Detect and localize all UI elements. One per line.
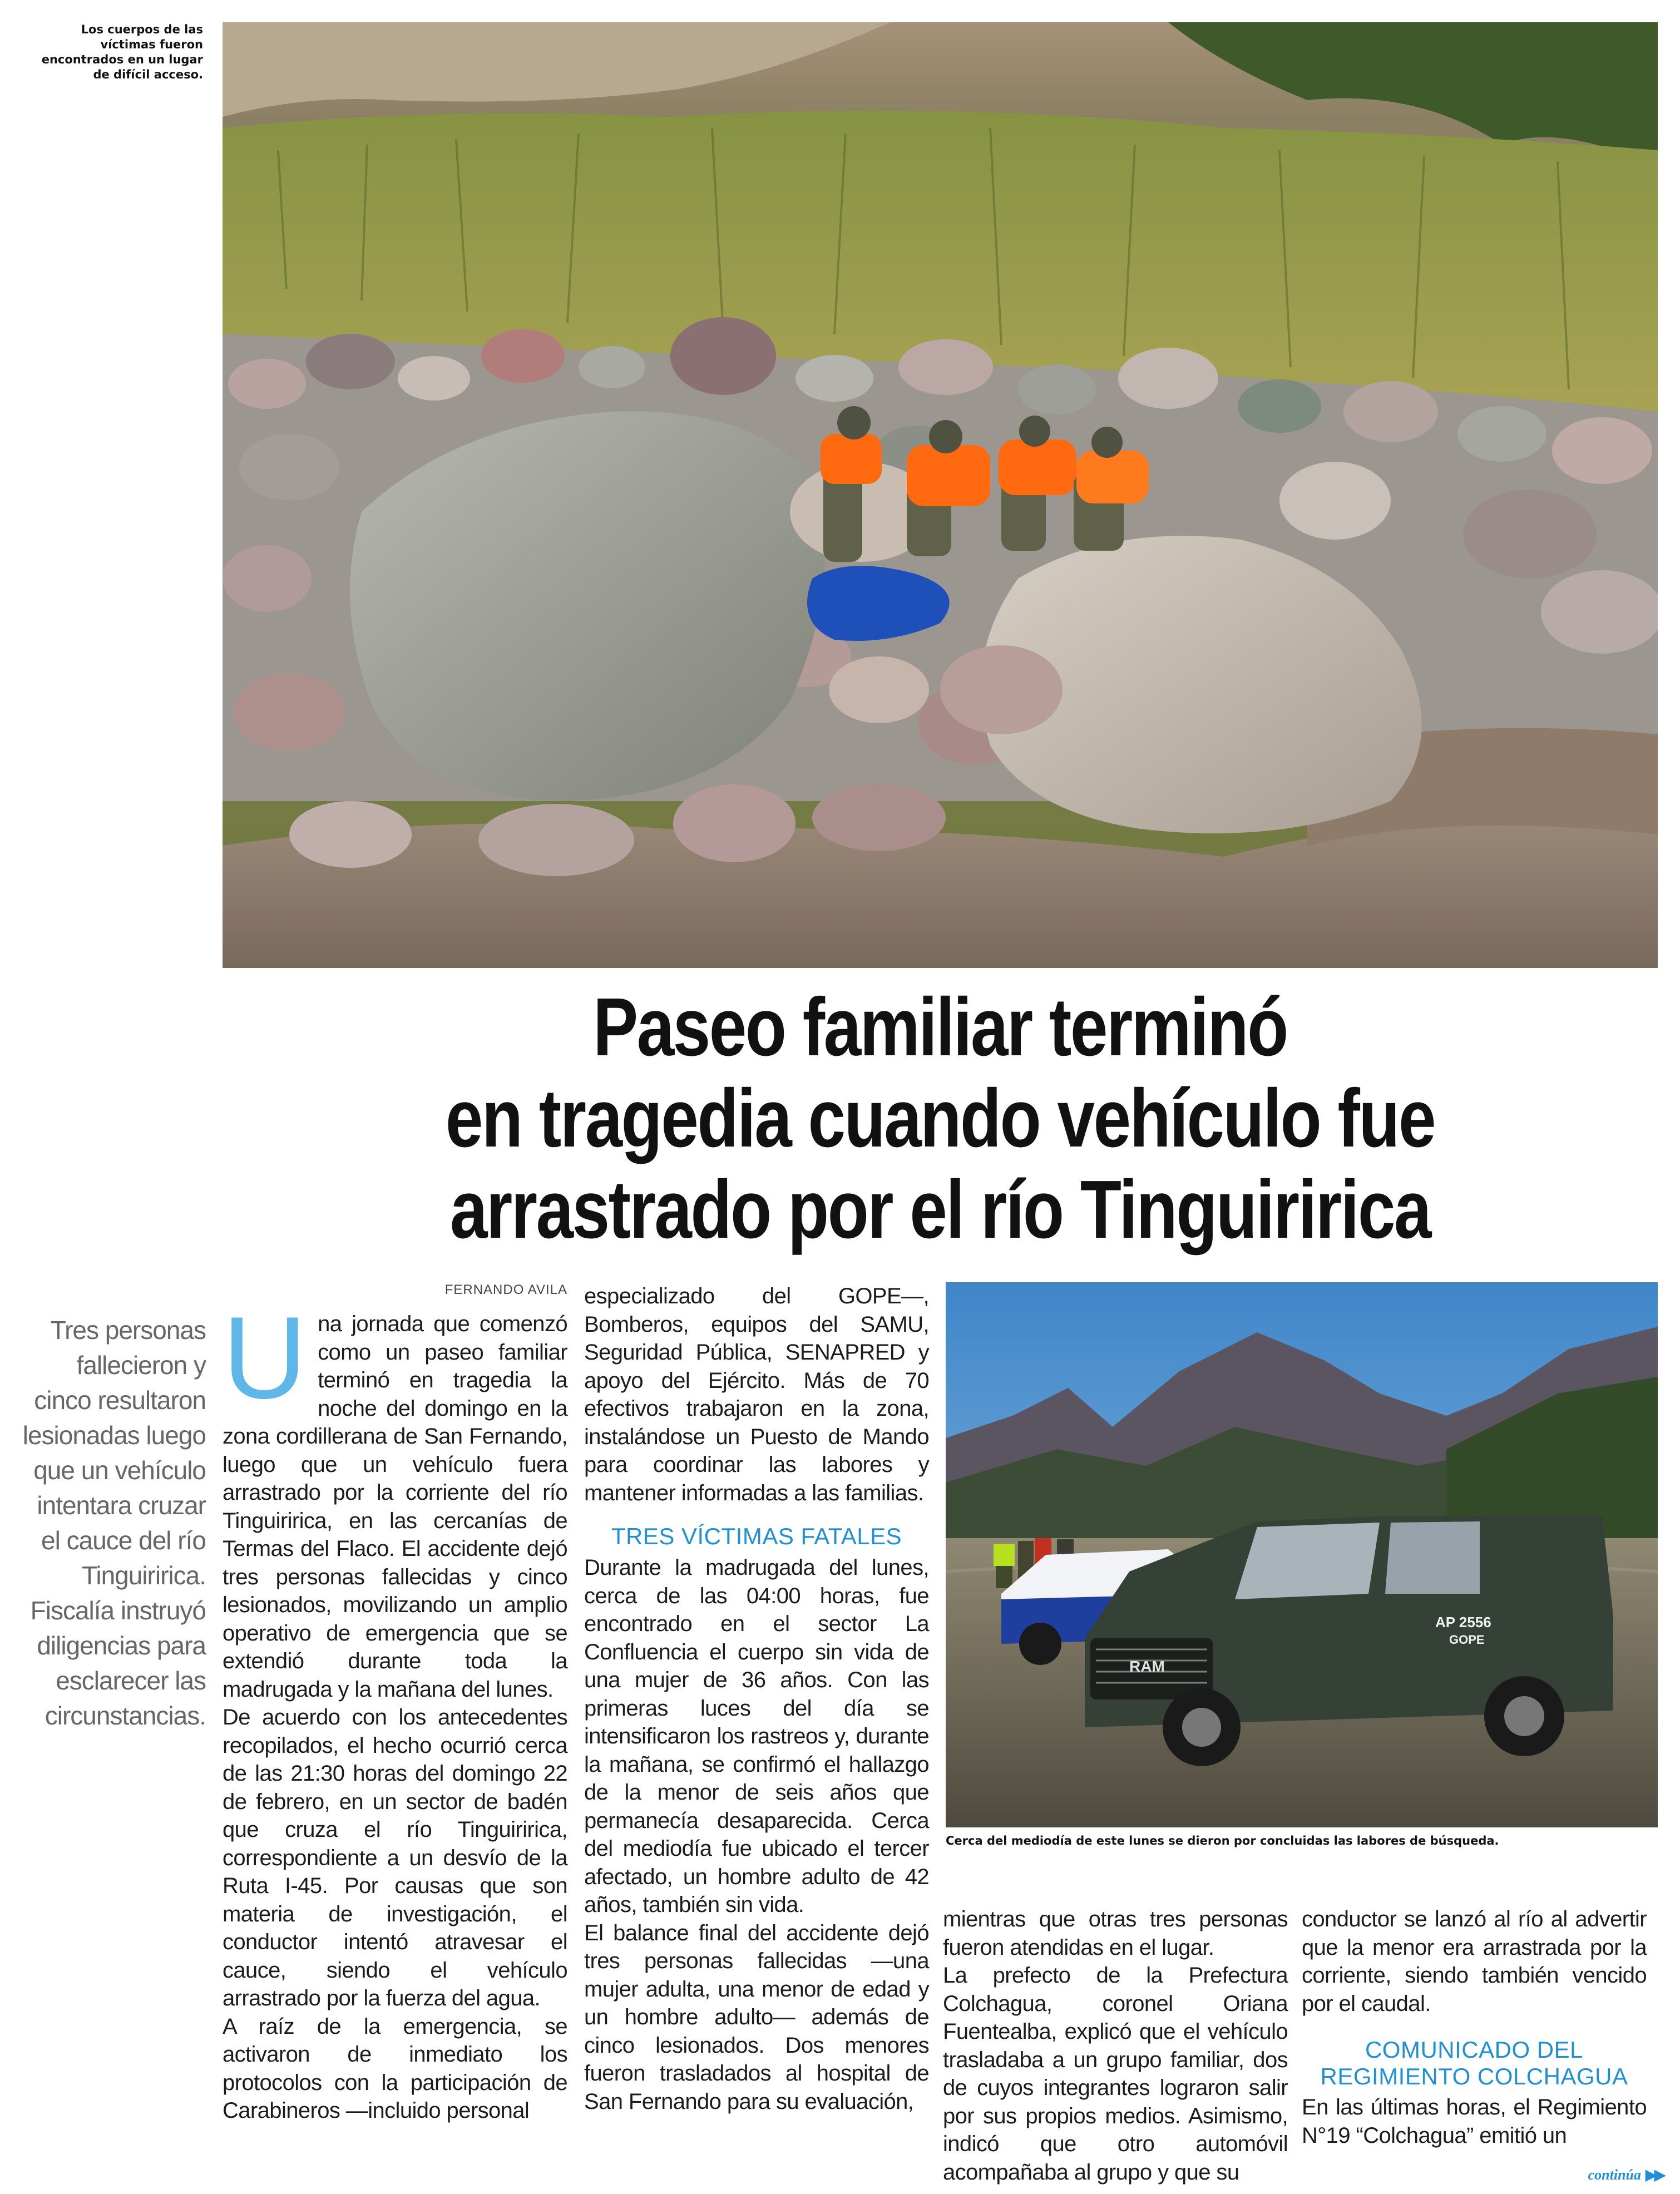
double-arrow-icon: ▶▶ [1646,2167,1663,2183]
paragraph-9: conductor se lanzó al río al advertir que la menor era arrastrada por la corriente, siendo también vencido por el caudal. [1302,1907,1647,2016]
continua-link[interactable] [1588,2167,1663,2183]
truck-brand: RAM [1129,1658,1165,1675]
second-photo-vehicles [946,1282,1658,1827]
continua-label: continúa [1588,2167,1641,2183]
article-column-3 [943,1905,1288,2186]
article-column-2 [584,1282,929,2116]
summary-dek: Tres personas fallecieron y cinco resultaron lesionadas luego que un vehículo intentara cruzar el cauce del río Tinguiririca. Fiscalía instruyó diligencias para esclarecer las circunstancias. [22,1316,206,1730]
photo-caption-top: Los cuerpos de las víctimas fueron encontrados en un lugar de difícil acceso. [41,23,203,81]
subhead-comunicado-line-1: COMUNICADO DEL [1365,2037,1584,2063]
subhead-comunicado-line-2: REGIMIENTO COLCHAGUA [1320,2063,1628,2089]
headline-line-3: arrastrado por el río Tinguiririca [449,1164,1431,1256]
truck-marking: GOPE [1449,1633,1485,1647]
paragraph-5: Durante la madrugada del lunes, cerca de las 04:00 horas, fue encontrado en el sector La Confluencia el cuerpo sin vida de una mujer de 36 años. Con las primeras luces del día se intensificaron los rastreos y, durante la mañana, se confirmó el hallazgo de la menor de seis años que permanecía desaparecida. Cerca del mediodía fue ubicado el tercer afectado, un hombre adulto de 42 años, también sin vida. [584,1555,929,1917]
dropcap: U [223,1292,307,1423]
truck-plate: AP 2556 [1435,1614,1491,1630]
subhead-comunicado [1302,2037,1647,2090]
article-column-1 [223,1292,567,2125]
paragraph-6: El balance final del accidente dejó tres personas fallecidas —una mujer adulta, una menor de edad y un hombre adulto— además de cinco lesionados. Dos menores fueron trasladados al hospital de San Fernando para su evaluación, [584,1920,929,2114]
paragraph-10: En las últimas horas, el Regimiento N°19 “Colchagua” emitió un [1302,2095,1647,2148]
headline [352,982,1529,1256]
byline: FERNANDO AVILA [444,1282,567,1297]
article-column-4 [1302,1905,1647,2149]
paragraph-8: La prefecto de la Prefectura Colchagua, coronel Oriana Fuentealba, explicó que el vehículo trasladaba a un grupo familiar, dos de cuyos integrantes lograron salir por sus propios medios. Asimismo, indicó que otro automóvil acompañaba al grupo y que su [943,1963,1288,2185]
main-photo-rescue [223,22,1658,968]
photo-caption-second: Cerca del mediodía de este lunes se dieron por concluidas las labores de búsqueda. [946,1834,1499,1847]
paragraph-2: De acuerdo con los antecedentes recopilados, el hecho ocurrió cerca de las 21:30 horas del domingo 22 de febrero, en un sector de badén que cruza el río Tinguiririca, correspondiente a un desvío de la Ruta I-45. Por causas que son materia de investigación, el conductor intentó atravesar el cauce, siendo el vehículo arrastrado por la fuerza del agua. [223,1705,567,2010]
paragraph-4: especializado del GOPE—, Bomberos, equipos del SAMU, Seguridad Pública, SENAPRED y apoyo del Ejército. Más de 70 efectivos trabajaron en la zona, instalándose un Puesto de Mando para coordinar las labores y mantener informadas a las familias. [584,1284,929,1505]
second-photo-illustration [946,1282,1658,1827]
paragraph-7: mientras que otras tres personas fueron atendidas en el lugar. [943,1907,1288,1960]
main-photo-illustration [223,22,1658,968]
headline-line-1: Paseo familiar terminó [593,981,1287,1073]
headline-line-2: en tragedia cuando vehículo fue [445,1073,1435,1164]
subhead-victimas: TRES VÍCTIMAS FATALES [611,1523,902,1549]
paragraph-3: A raíz de la emergencia, se activaron de inmediato los protocolos con la participación de Carabineros —incluido personal [223,2014,567,2123]
paragraph-1: na jornada que comenzó como un paseo familiar terminó en tragedia la noche del domingo en la zona cordillerana de San Fernando, luego que un vehículo fuera arrastrado por la corriente del río Tinguiririca, en las cercanías de Termas del Flaco. El accidente dejó tres personas fallecidas y cinco lesionados, movilizando un amplio operativo de emergencia que se extendió durante toda la madrugada y la mañana del lunes. [223,1312,567,1702]
